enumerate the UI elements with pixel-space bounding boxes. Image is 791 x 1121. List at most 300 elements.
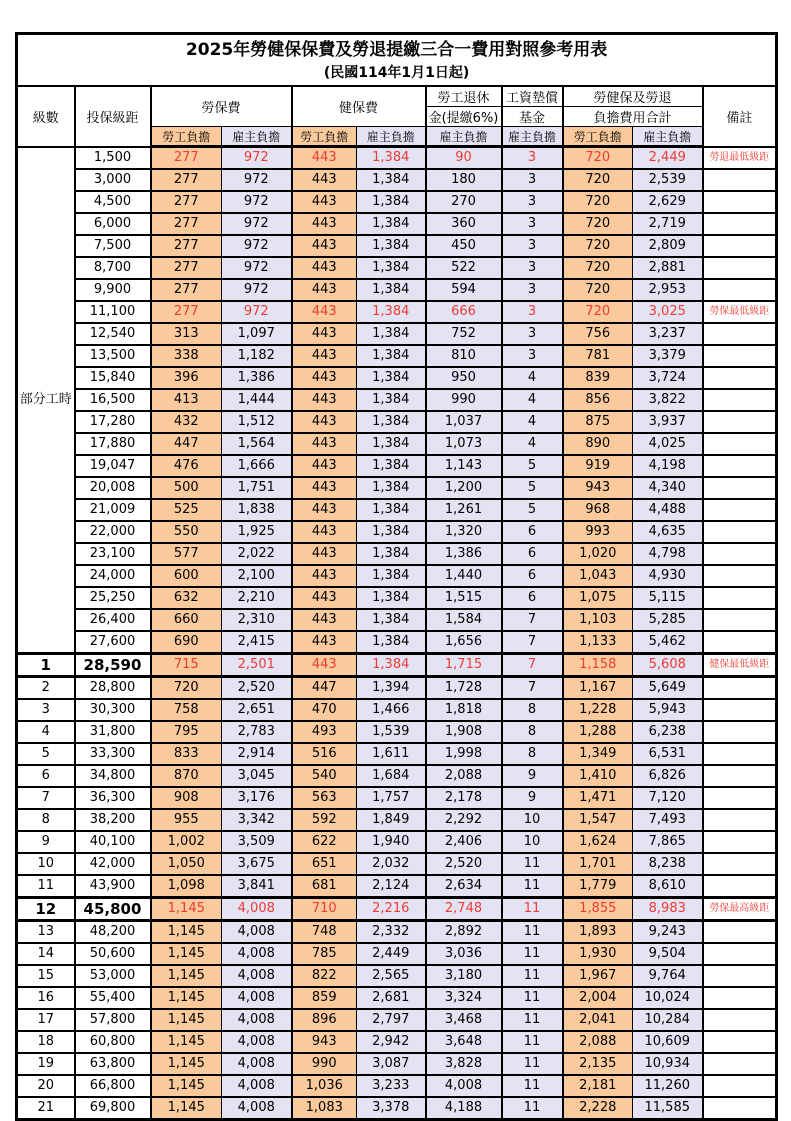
cell-labor-employer: 4,008 [222,943,292,965]
cell-labor-employee: 632 [151,587,222,609]
cell-total-employer: 2,539 [633,169,703,191]
cell-fund-employer: 5 [502,455,563,477]
cell-health-employee: 443 [292,169,357,191]
cell-health-employer: 1,611 [357,743,426,765]
cell-fund-employer: 11 [502,987,563,1009]
cell-total-employee: 1,167 [563,677,633,700]
table-row [17,301,777,323]
cell-total-employer: 5,943 [633,699,703,721]
table-title-cell [17,34,777,87]
cell-pension-employer: 1,515 [426,587,502,609]
col-header-salary: 投保級距 [75,86,151,147]
col-header-pension-line2: 金(提繳6%) [426,107,502,127]
cell-total-employer: 6,238 [633,721,703,743]
cell-health-employer: 1,394 [357,677,426,700]
cell-health-employer: 1,384 [357,323,426,345]
cell-salary: 24,000 [75,565,151,587]
cell-total-employer: 5,115 [633,587,703,609]
cell-total-employee: 2,181 [563,1075,633,1097]
cell-health-employer: 1,849 [357,809,426,831]
table-row [17,921,777,944]
cell-total-employer: 7,493 [633,809,703,831]
cell-fund-employer: 10 [502,831,563,853]
cell-fund-employer: 7 [502,654,563,677]
cell-health-employer: 1,384 [357,433,426,455]
cell-salary: 20,008 [75,477,151,499]
cell-health-employer: 1,539 [357,721,426,743]
col-header-labor-group: 勞保費 [151,86,292,127]
cell-fund-employer: 3 [502,279,563,301]
cell-health-employee: 443 [292,499,357,521]
cell-salary: 42,000 [75,853,151,875]
cell-fund-employer: 4 [502,367,563,389]
cell-labor-employee: 715 [151,654,222,677]
cell-salary: 53,000 [75,965,151,987]
cell-health-employer: 1,384 [357,455,426,477]
cell-level: 9 [17,831,75,853]
cell-labor-employee: 432 [151,411,222,433]
cell-fund-employer: 6 [502,521,563,543]
cell-labor-employer: 972 [222,191,292,213]
cell-total-employee: 756 [563,323,633,345]
cell-fund-employer: 11 [502,965,563,987]
cell-total-employer: 3,724 [633,367,703,389]
table-row [17,455,777,477]
cell-total-employer: 8,610 [633,875,703,898]
cell-level: 5 [17,743,75,765]
cell-remark: 健保最低級距 [703,654,777,677]
cell-fund-employer: 4 [502,389,563,411]
cell-remark [703,987,777,1009]
cell-salary: 40,100 [75,831,151,853]
cell-total-employer: 10,284 [633,1009,703,1031]
table-row [17,631,777,654]
cell-salary: 63,800 [75,1053,151,1075]
cell-remark: 勞保最低級距 [703,301,777,323]
col-header-total-line2: 負擔費用合計 [563,107,703,127]
cell-remark: 勞退最低級距 [703,147,777,170]
cell-health-employee: 822 [292,965,357,987]
cell-salary: 25,250 [75,587,151,609]
subheader-labor-employee: 勞工負擔 [151,127,222,147]
cell-total-employee: 875 [563,411,633,433]
cell-salary: 23,100 [75,543,151,565]
cell-health-employee: 592 [292,809,357,831]
col-header-total-line1: 勞健保及勞退 [563,86,703,107]
cell-pension-employer: 4,188 [426,1097,502,1120]
cell-labor-employee: 870 [151,765,222,787]
cell-labor-employer: 4,008 [222,1097,292,1120]
cell-labor-employer: 972 [222,213,292,235]
cell-fund-employer: 7 [502,631,563,654]
cell-labor-employee: 313 [151,323,222,345]
cell-fund-employer: 11 [502,1031,563,1053]
cell-total-employer: 6,826 [633,765,703,787]
subheader-total-employee: 勞工負擔 [563,127,633,147]
table-row [17,853,777,875]
cell-level: 14 [17,943,75,965]
cell-fund-employer: 5 [502,477,563,499]
cell-total-employee: 2,004 [563,987,633,1009]
table-row [17,965,777,987]
cell-health-employer: 1,384 [357,279,426,301]
cell-fund-employer: 7 [502,609,563,631]
table-row [17,323,777,345]
cell-labor-employer: 2,501 [222,654,292,677]
cell-pension-employer: 450 [426,235,502,257]
cell-pension-employer: 666 [426,301,502,323]
cell-salary: 4,500 [75,191,151,213]
cell-total-employer: 5,462 [633,631,703,654]
table-row [17,543,777,565]
cell-labor-employee: 277 [151,213,222,235]
table-row [17,943,777,965]
cell-labor-employer: 4,008 [222,921,292,944]
col-header-fund-line2: 基金 [502,107,563,127]
cell-fund-employer: 4 [502,433,563,455]
cell-health-employer: 2,216 [357,898,426,921]
cell-health-employee: 443 [292,455,357,477]
cell-pension-employer: 810 [426,345,502,367]
cell-pension-employer: 2,406 [426,831,502,853]
cell-remark [703,477,777,499]
cell-health-employer: 1,384 [357,235,426,257]
cell-salary: 28,590 [75,654,151,677]
cell-salary: 7,500 [75,235,151,257]
cell-total-employer: 3,237 [633,323,703,345]
cell-pension-employer: 2,892 [426,921,502,944]
cell-remark [703,565,777,587]
subheader-labor-employer: 雇主負擔 [222,127,292,147]
cell-pension-employer: 1,320 [426,521,502,543]
cell-health-employee: 443 [292,565,357,587]
cell-health-employee: 443 [292,389,357,411]
cell-total-employee: 720 [563,191,633,213]
cell-fund-employer: 6 [502,543,563,565]
cell-total-employee: 720 [563,213,633,235]
cell-health-employer: 2,332 [357,921,426,944]
cell-labor-employer: 2,520 [222,677,292,700]
cell-health-employee: 540 [292,765,357,787]
cell-labor-employee: 690 [151,631,222,654]
cell-total-employer: 10,934 [633,1053,703,1075]
cell-remark [703,721,777,743]
cell-total-employee: 1,075 [563,587,633,609]
cell-health-employer: 2,681 [357,987,426,1009]
cell-pension-employer: 1,386 [426,543,502,565]
cell-fund-employer: 4 [502,411,563,433]
subheader-pension-employer: 雇主負擔 [426,127,502,147]
cell-total-employer: 2,629 [633,191,703,213]
col-header-health-group: 健保費 [292,86,426,127]
cell-labor-employer: 4,008 [222,1009,292,1031]
cell-fund-employer: 3 [502,169,563,191]
cell-pension-employer: 270 [426,191,502,213]
cell-fund-employer: 3 [502,213,563,235]
table-row [17,411,777,433]
cell-labor-employer: 2,783 [222,721,292,743]
table-row [17,787,777,809]
table-row [17,235,777,257]
cell-total-employer: 11,260 [633,1075,703,1097]
cell-labor-employee: 550 [151,521,222,543]
cell-salary: 16,500 [75,389,151,411]
table-row [17,654,777,677]
cell-remark [703,499,777,521]
cell-total-employer: 10,609 [633,1031,703,1053]
cell-fund-employer: 3 [502,345,563,367]
cell-labor-employee: 1,145 [151,1053,222,1075]
cell-health-employer: 1,384 [357,521,426,543]
cell-salary: 15,840 [75,367,151,389]
cell-pension-employer: 3,036 [426,943,502,965]
cell-level: 10 [17,853,75,875]
cell-health-employer: 1,384 [357,213,426,235]
header-row-1 [17,86,777,107]
cell-total-employer: 7,865 [633,831,703,853]
cell-labor-employer: 972 [222,235,292,257]
cell-health-employer: 1,384 [357,345,426,367]
cell-health-employer: 1,684 [357,765,426,787]
cell-remark [703,455,777,477]
cell-total-employee: 839 [563,367,633,389]
cell-health-employer: 2,797 [357,1009,426,1031]
cell-total-employee: 890 [563,433,633,455]
cell-total-employer: 4,025 [633,433,703,455]
cell-health-employee: 443 [292,477,357,499]
cell-fund-employer: 11 [502,853,563,875]
cell-fund-employer: 3 [502,191,563,213]
subheader-total-employer: 雇主負擔 [633,127,703,147]
cell-remark [703,699,777,721]
cell-total-employee: 2,088 [563,1031,633,1053]
cell-labor-employee: 1,145 [151,965,222,987]
cell-health-employer: 1,384 [357,191,426,213]
cell-health-employer: 2,565 [357,965,426,987]
cell-salary: 43,900 [75,875,151,898]
cell-pension-employer: 1,584 [426,609,502,631]
cell-pension-employer: 1,728 [426,677,502,700]
subheader-health-employer: 雇主負擔 [357,127,426,147]
cell-total-employee: 720 [563,257,633,279]
cell-labor-employer: 4,008 [222,898,292,921]
cell-pension-employer: 2,088 [426,765,502,787]
cell-total-employee: 1,158 [563,654,633,677]
cell-fund-employer: 9 [502,765,563,787]
cell-pension-employer: 1,998 [426,743,502,765]
table-row [17,875,777,898]
cell-total-employee: 1,893 [563,921,633,944]
premium-comparison-table [15,32,778,1121]
cell-fund-employer: 5 [502,499,563,521]
cell-health-employee: 563 [292,787,357,809]
cell-labor-employee: 955 [151,809,222,831]
cell-health-employee: 443 [292,631,357,654]
cell-salary: 50,600 [75,943,151,965]
col-header-fund-line1: 工資墊償 [502,86,563,107]
cell-level: 15 [17,965,75,987]
table-row [17,147,777,170]
cell-level: 6 [17,765,75,787]
cell-health-employee: 785 [292,943,357,965]
cell-labor-employee: 1,145 [151,987,222,1009]
cell-total-employee: 1,624 [563,831,633,853]
cell-pension-employer: 1,143 [426,455,502,477]
cell-total-employee: 2,135 [563,1053,633,1075]
cell-health-employer: 1,384 [357,654,426,677]
cell-labor-employer: 4,008 [222,1031,292,1053]
cell-health-employer: 1,384 [357,565,426,587]
cell-total-employee: 1,967 [563,965,633,987]
table-row [17,191,777,213]
cell-labor-employer: 2,310 [222,609,292,631]
cell-fund-employer: 11 [502,921,563,944]
page-subtitle: (民國114年1月1日起) [323,65,470,81]
table-row [17,898,777,921]
cell-pension-employer: 2,634 [426,875,502,898]
cell-remark [703,235,777,257]
cell-labor-employer: 1,182 [222,345,292,367]
cell-health-employer: 1,384 [357,499,426,521]
cell-health-employer: 1,384 [357,411,426,433]
cell-salary: 9,900 [75,279,151,301]
cell-pension-employer: 1,656 [426,631,502,654]
cell-salary: 1,500 [75,147,151,170]
cell-fund-employer: 8 [502,721,563,743]
cell-health-employee: 443 [292,543,357,565]
cell-fund-employer: 11 [502,1075,563,1097]
cell-total-employee: 2,041 [563,1009,633,1031]
cell-salary: 21,009 [75,499,151,521]
cell-remark [703,169,777,191]
cell-total-employee: 1,228 [563,699,633,721]
cell-health-employee: 443 [292,323,357,345]
cell-labor-employee: 1,145 [151,943,222,965]
cell-remark [703,323,777,345]
cell-labor-employee: 660 [151,609,222,631]
cell-health-employer: 2,032 [357,853,426,875]
cell-labor-employee: 1,145 [151,898,222,921]
cell-health-employee: 443 [292,521,357,543]
cell-total-employer: 4,798 [633,543,703,565]
table-row [17,987,777,1009]
cell-remark [703,587,777,609]
cell-total-employer: 11,585 [633,1097,703,1120]
cell-salary: 31,800 [75,721,151,743]
cell-remark [703,1075,777,1097]
cell-total-employer: 2,449 [633,147,703,170]
cell-fund-employer: 6 [502,565,563,587]
cell-pension-employer: 1,818 [426,699,502,721]
cell-fund-employer: 8 [502,699,563,721]
cell-remark [703,257,777,279]
cell-remark [703,787,777,809]
cell-pension-employer: 1,037 [426,411,502,433]
cell-labor-employee: 500 [151,477,222,499]
cell-total-employee: 856 [563,389,633,411]
cell-fund-employer: 11 [502,898,563,921]
cell-labor-employer: 2,210 [222,587,292,609]
cell-health-employer: 2,449 [357,943,426,965]
cell-labor-employer: 3,045 [222,765,292,787]
cell-health-employee: 516 [292,743,357,765]
cell-labor-employee: 1,145 [151,1009,222,1031]
cell-fund-employer: 3 [502,257,563,279]
cell-remark [703,677,777,700]
cell-total-employer: 8,238 [633,853,703,875]
cell-health-employer: 2,942 [357,1031,426,1053]
cell-remark [703,831,777,853]
cell-salary: 33,300 [75,743,151,765]
cell-labor-employee: 396 [151,367,222,389]
table-row [17,699,777,721]
cell-level: 17 [17,1009,75,1031]
cell-pension-employer: 3,324 [426,987,502,1009]
cell-remark [703,921,777,944]
cell-total-employer: 2,719 [633,213,703,235]
cell-health-employer: 2,124 [357,875,426,898]
cell-total-employee: 943 [563,477,633,499]
cell-level: 3 [17,699,75,721]
cell-pension-employer: 1,200 [426,477,502,499]
cell-total-employer: 4,930 [633,565,703,587]
cell-remark [703,367,777,389]
cell-health-employee: 443 [292,654,357,677]
cell-salary: 34,800 [75,765,151,787]
cell-health-employee: 470 [292,699,357,721]
cell-health-employer: 1,466 [357,699,426,721]
cell-level: 4 [17,721,75,743]
table-row [17,477,777,499]
cell-remark [703,1097,777,1120]
table-row [17,367,777,389]
cell-fund-employer: 11 [502,875,563,898]
col-header-remark: 備註 [703,86,777,147]
cell-total-employee: 2,228 [563,1097,633,1120]
cell-health-employee: 443 [292,587,357,609]
cell-pension-employer: 1,261 [426,499,502,521]
cell-total-employer: 10,024 [633,987,703,1009]
cell-health-employee: 443 [292,235,357,257]
cell-labor-employer: 972 [222,147,292,170]
cell-total-employer: 3,379 [633,345,703,367]
cell-pension-employer: 3,828 [426,1053,502,1075]
cell-total-employee: 1,349 [563,743,633,765]
cell-health-employee: 447 [292,677,357,700]
cell-remark [703,521,777,543]
table-row [17,721,777,743]
cell-total-employer: 9,243 [633,921,703,944]
cell-health-employee: 443 [292,147,357,170]
table-row [17,565,777,587]
table-row [17,1053,777,1075]
cell-total-employer: 4,340 [633,477,703,499]
cell-remark [703,279,777,301]
cell-pension-employer: 1,073 [426,433,502,455]
cell-health-employee: 443 [292,279,357,301]
cell-salary: 11,100 [75,301,151,323]
cell-remark [703,943,777,965]
cell-total-employee: 1,020 [563,543,633,565]
cell-pension-employer: 1,715 [426,654,502,677]
cell-labor-employer: 3,509 [222,831,292,853]
cell-total-employee: 781 [563,345,633,367]
cell-total-employee: 720 [563,147,633,170]
cell-pension-employer: 180 [426,169,502,191]
cell-labor-employee: 908 [151,787,222,809]
cell-health-employer: 1,384 [357,631,426,654]
cell-pension-employer: 3,180 [426,965,502,987]
